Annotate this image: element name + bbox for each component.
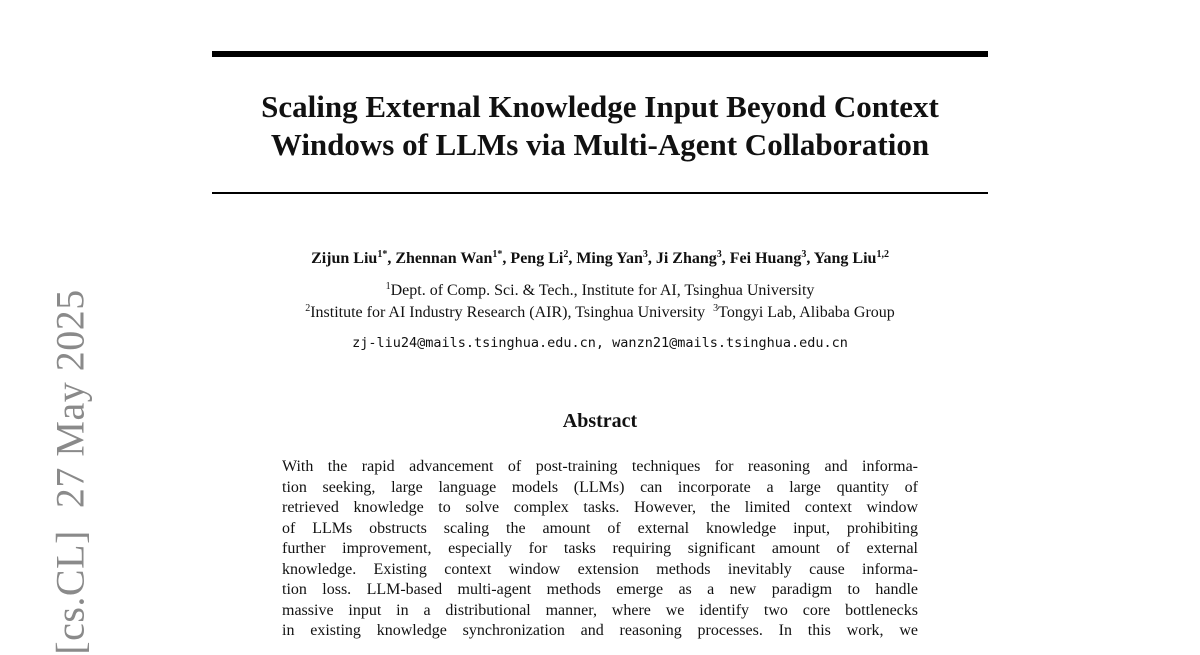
title-bottom-rule: [212, 192, 988, 194]
author-list: [150, 249, 1050, 269]
author: Peng Li$^2$,: [510, 249, 577, 267]
arxiv-date: 27 May 2025: [47, 289, 93, 509]
abstract-line: tion loss. LLM-based multi-agent methods emerge as a new paradigm to handle: [282, 581, 918, 598]
arxiv-sidebar-stamp: [47, 289, 94, 654]
abstract-line: tion seeking, large language models (LLMs) can incorporate a large quantity of: [282, 478, 918, 496]
title-top-rule: [212, 51, 988, 57]
abstract-line: of LLMs obstructs scaling the amount of external knowledge input, prohibiting: [282, 519, 918, 537]
abstract-line: massive input in a distributional manner, where we identify two core bottlenecks: [282, 601, 918, 619]
abstract-line: With the rapid advancement of post-training techniques for reasoning and informa-: [282, 458, 918, 475]
author: Yang Liu$^{1,2}$: [813, 249, 889, 267]
author: Zijun Liu$^{1*}$,: [311, 249, 396, 267]
title-line-1: Scaling External Knowledge Input Beyond Context: [261, 89, 939, 124]
paper-title: [212, 88, 988, 164]
affiliation-line-1: $^1$Dept. of Comp. Sci. & Tech., Institute for AI, Tsinghua University: [385, 281, 815, 299]
author: Zhennan Wan$^{1*}$,: [395, 249, 511, 267]
arxiv-category: [cs.CL]: [47, 530, 93, 655]
affiliation-line-2: $^2$Institute for AI Industry Research (AIR), Tsinghua University $^3$Tongyi Lab, Alibaba Group: [305, 303, 895, 321]
abstract-body: [282, 457, 918, 642]
abstract-line: in existing knowledge synchronization and reasoning processes. In this work, we: [282, 622, 918, 639]
abstract-heading: Abstract: [562, 410, 638, 432]
author: Ming Yan$^3$,: [576, 249, 656, 267]
author: Ji Zhang$^3$,: [655, 249, 730, 267]
abstract-line: retrieved knowledge to solve complex tasks. However, the limited context window: [282, 499, 918, 516]
author: Fei Huang$^3$,: [729, 249, 814, 267]
abstract-line: knowledge. Existing context window extension methods inevitably cause informa-: [282, 560, 918, 578]
abstract-line: further improvement, especially for tasks requiring significant amount of external: [282, 540, 918, 557]
title-line-2: Windows of LLMs via Multi-Agent Collaboration: [270, 127, 930, 162]
contact-emails: zj-liu24@mails.tsinghua.edu.cn, wanzn21@mails.tsinghua.edu.cn: [352, 335, 848, 351]
